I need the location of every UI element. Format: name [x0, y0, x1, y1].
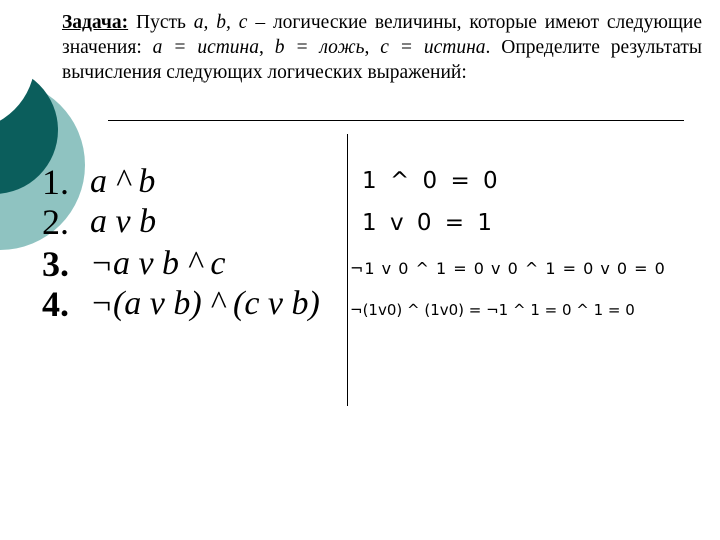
item-result-2: 1 v 0 = 1 — [362, 210, 496, 236]
item-number-2: 2. — [42, 202, 69, 242]
item-result-3: ¬1 v 0 ^ 1 = 0 v 0 ^ 1 = 0 v 0 = 0 — [350, 259, 666, 278]
task-vars: a, b, c — [193, 12, 248, 33]
task-a-value: a = истина — [152, 37, 259, 58]
item-result-1: 1 ^ 0 = 0 — [362, 168, 501, 194]
task-c-value: c = истина — [380, 37, 486, 58]
task-after-vars: – логические величины, которые имеют следующие значения: — [62, 12, 703, 58]
item-expression-1: a ^ b — [90, 163, 156, 200]
item-number-3: 3. — [42, 244, 69, 284]
task-sep-1: , — [258, 37, 275, 58]
item-expression-4: ¬(a v b) ^ (c v b) — [90, 285, 320, 322]
underline-divider — [108, 120, 684, 121]
item-expression-2: a v b — [90, 203, 157, 240]
task-b-value: b = ложь — [274, 37, 365, 58]
task-intro: Пусть — [128, 12, 194, 33]
task-end: . Определите результаты вычисления следующих логических выражений: — [62, 37, 702, 83]
item-expression-3: ¬a v b ^ c — [90, 245, 226, 282]
task-statement — [62, 10, 702, 85]
task-title: Задача: — [62, 12, 129, 33]
item-number-1: 1. — [42, 162, 69, 202]
item-result-4: ¬(1v0) ^ (1v0) = ¬1 ^ 1 = 0 ^ 1 = 0 — [350, 301, 635, 319]
task-sep-2: , — [364, 37, 381, 58]
item-number-4: 4. — [42, 284, 69, 324]
